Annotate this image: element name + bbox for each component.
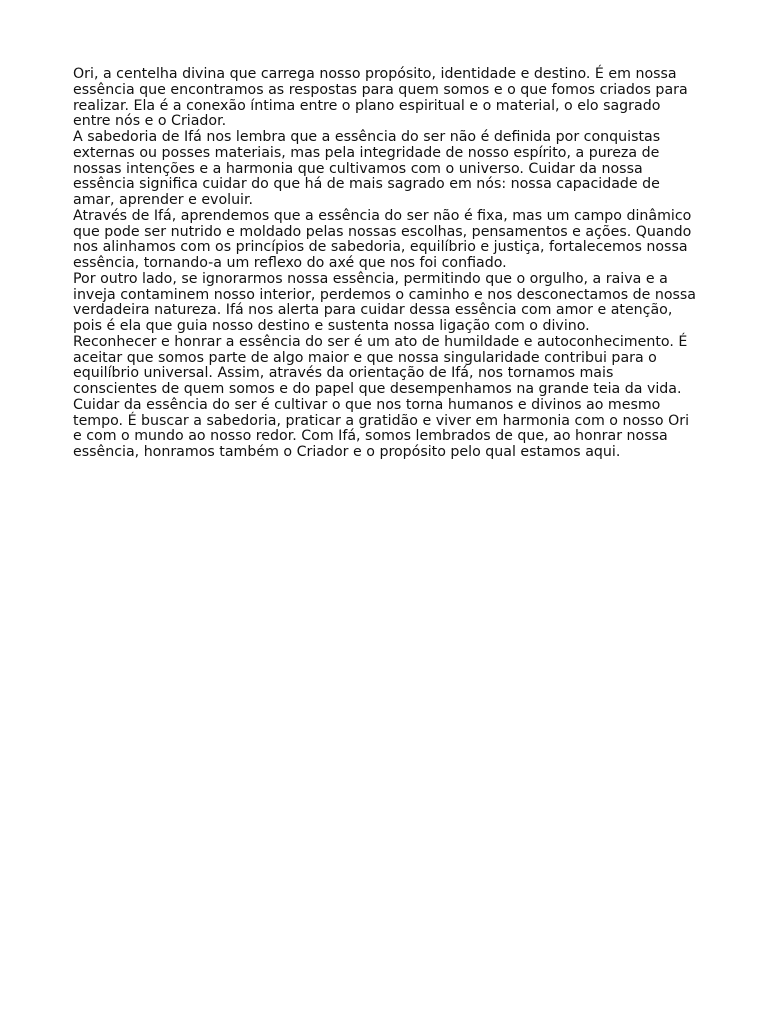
paragraph-1: Ori, a centelha divina que carrega nosso propósito, identidade e destino. É em nossa essência que encontramos as respostas para quem somos e o que fomos criados para realizar. Ela é a conexão íntima entre o plano espiritual e o material, o elo sagrado entre nós e o Criador.	[73, 66, 688, 130]
paragraph-2: A sabedoria de Ifá nos lembra que a essência do ser não é definida por conquistas externas ou posses materiais, mas pela integridade de nosso espírito, a pureza de nossas intenções e a harmonia que cultivamos com o universo. Cuidar da nossa essência significa cuidar do que há de mais sagrado em nós: nossa capacidade de amar, aprender e evoluir.	[73, 129, 661, 208]
paragraph-4: Por outro lado, se ignorarmos nossa essência, permitindo que o orgulho, a raiva e a inveja contaminem nosso interior, perdemos o caminho e nos desconectamos de nossa verdadeira natureza. Ifá nos alerta para cuidar dessa essência com amor e atenção, pois é ela que guia nosso destino e sustenta nossa ligação com o divino.	[73, 270, 696, 334]
paragraph-5: Reconhecer e honrar a essência do ser é um ato de humildade e autoconhecimento. É aceitar que somos parte de algo maior e que nossa singularidade contribui para o equilíbrio universal. Assim, através da orientação de Ifá, nos tornamos mais conscientes de quem somos e do papel que desempenhamos na grande teia da vida.	[73, 333, 688, 397]
paragraph-6: Cuidar da essência do ser é cultivar o que nos torna humanos e divinos ao mesmo tempo. É buscar a sabedoria, praticar a gratidão e viver em harmonia com o nosso Ori e com o mundo ao nosso redor. Com Ifá, somos lembrados de que, ao honrar nossa essência, honramos também o Criador e o propósito pelo qual estamos aqui.	[73, 396, 690, 460]
document-body	[73, 67, 697, 461]
paragraph-3: Através de Ifá, aprendemos que a essência do ser não é fixa, mas um campo dinâmico que pode ser nutrido e moldado pelas nossas escolhas, pensamentos e ações. Quando nos alinhamos com os princípios de sabedoria, equilíbrio e justiça, fortalecemos nossa essência, tornando-a um reflexo do axé que nos foi confiado.	[73, 207, 692, 271]
